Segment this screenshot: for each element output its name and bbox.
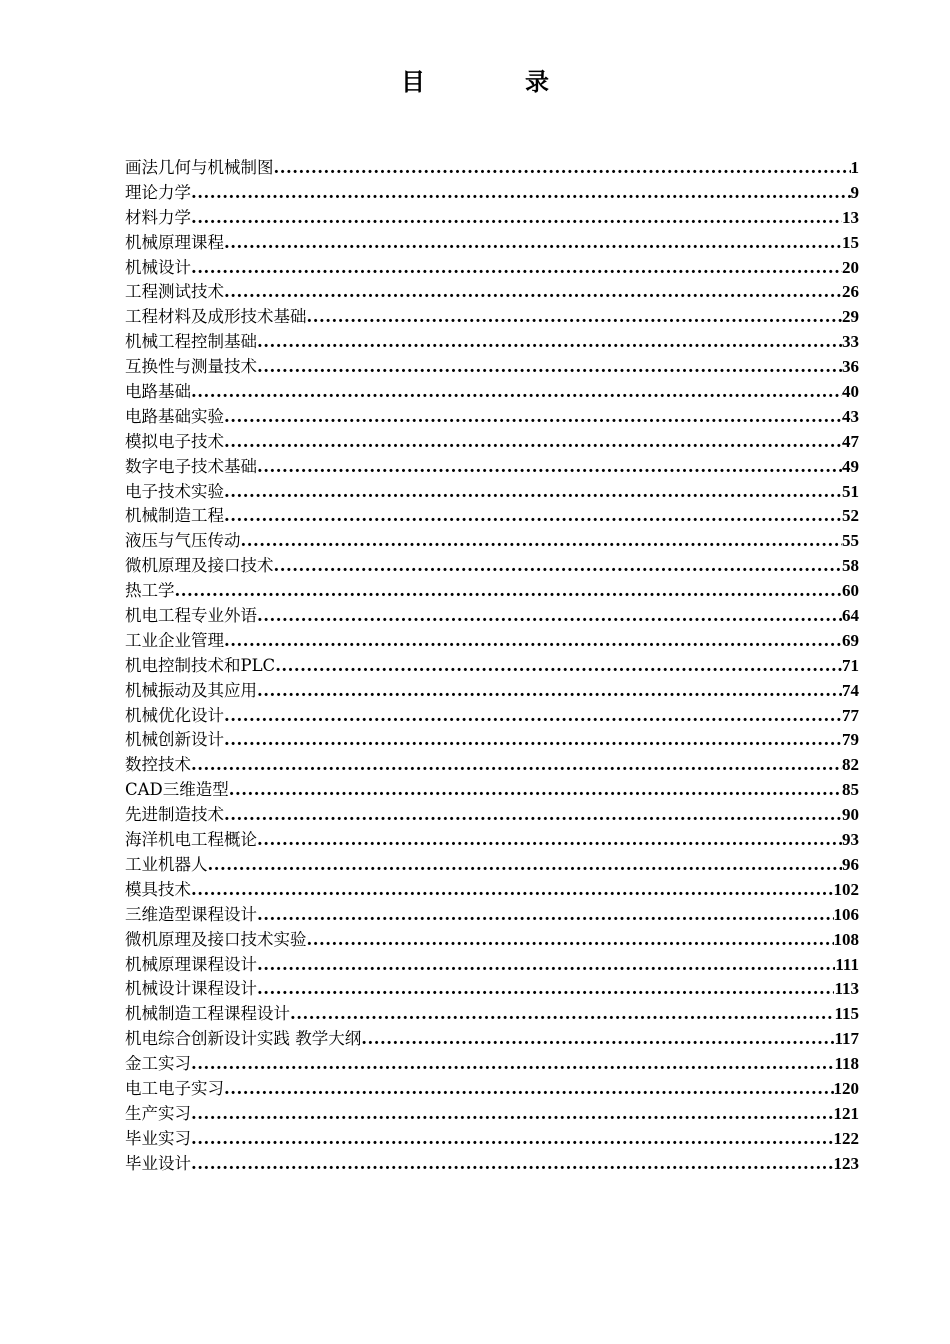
toc-dot-leader xyxy=(224,430,842,455)
toc-entry[interactable] xyxy=(125,579,859,604)
toc-entry-page-number: 9 xyxy=(850,182,859,202)
toc-entry[interactable] xyxy=(125,753,859,778)
toc-entry-page-number: 52 xyxy=(842,506,859,526)
toc-entry-page-number: 82 xyxy=(842,755,859,775)
toc-entry-label: 数字电子技术基础 xyxy=(125,456,257,476)
toc-dot-leader xyxy=(224,704,842,729)
toc-dot-leader xyxy=(224,728,842,753)
toc-entry[interactable] xyxy=(125,1002,859,1027)
toc-dot-leader xyxy=(274,554,843,579)
toc-entry-label: 毕业设计 xyxy=(125,1153,191,1173)
toc-entry[interactable] xyxy=(125,928,859,953)
toc-entry[interactable] xyxy=(125,953,859,978)
toc-entry-page-number: 64 xyxy=(842,606,859,626)
toc-entry-label: 金工实习 xyxy=(125,1054,191,1074)
toc-dot-leader xyxy=(191,380,842,405)
toc-entry-label: 机械优化设计 xyxy=(125,705,224,725)
toc-entry[interactable] xyxy=(125,181,859,206)
toc-dot-leader xyxy=(191,206,842,231)
toc-entry[interactable] xyxy=(125,1102,859,1127)
toc-entry[interactable] xyxy=(125,778,859,803)
toc-entry-label: 热工学 xyxy=(125,581,175,601)
toc-entry[interactable] xyxy=(125,654,859,679)
toc-entry-page-number: 49 xyxy=(842,456,859,476)
toc-entry[interactable] xyxy=(125,355,859,380)
toc-entry-page-number: 106 xyxy=(833,904,859,924)
toc-dot-leader xyxy=(257,953,835,978)
toc-entry-page-number: 115 xyxy=(834,1004,859,1024)
toc-entry[interactable] xyxy=(125,853,859,878)
toc-entry-page-number: 47 xyxy=(842,431,859,451)
toc-dot-leader xyxy=(208,853,843,878)
toc-entry-label: 工程测试技术 xyxy=(125,282,224,302)
toc-entry-label: 工业机器人 xyxy=(125,854,208,874)
toc-entry-label: 机械原理课程 xyxy=(125,232,224,252)
toc-dot-leader xyxy=(191,753,842,778)
toc-entry[interactable] xyxy=(125,206,859,231)
toc-entry-label: 数控技术 xyxy=(125,755,191,775)
toc-dot-leader xyxy=(257,679,842,704)
toc-dot-leader xyxy=(191,1102,834,1127)
toc-dot-leader xyxy=(257,604,842,629)
toc-entry[interactable] xyxy=(125,405,859,430)
toc-entry-page-number: 69 xyxy=(842,630,859,650)
toc-entry-page-number: 74 xyxy=(842,680,859,700)
toc-entry-page-number: 85 xyxy=(842,780,859,800)
toc-entry-page-number: 118 xyxy=(834,1054,859,1074)
toc-entry-label: 机械设计 xyxy=(125,257,191,277)
toc-entry-label: 电路基础实验 xyxy=(125,406,224,426)
toc-dot-leader xyxy=(275,654,842,679)
toc-entry[interactable] xyxy=(125,803,859,828)
toc-entry-label: 机械振动及其应用 xyxy=(125,680,257,700)
toc-dot-leader xyxy=(224,480,842,505)
toc-dot-leader xyxy=(257,455,842,480)
toc-entry-label: 机械设计课程设计 xyxy=(125,979,257,999)
toc-entry[interactable] xyxy=(125,679,859,704)
toc-entry-page-number: 108 xyxy=(833,929,859,949)
toc-entry-page-number: 60 xyxy=(842,581,859,601)
toc-entry-page-number: 79 xyxy=(842,730,859,750)
toc-entry-page-number: 120 xyxy=(833,1078,859,1098)
toc-entry[interactable] xyxy=(125,554,859,579)
toc-entry-label: 生产实习 xyxy=(125,1103,191,1123)
toc-entry-label: 电子技术实验 xyxy=(125,481,224,501)
toc-dot-leader xyxy=(257,903,834,928)
toc-entry-label: 工程材料及成形技术基础 xyxy=(125,307,307,327)
toc-entry[interactable] xyxy=(125,977,859,1002)
toc-entry-label: 电路基础 xyxy=(125,382,191,402)
toc-entry[interactable] xyxy=(125,330,859,355)
toc-entry-label: 机械工程控制基础 xyxy=(125,332,257,352)
toc-dot-leader xyxy=(191,256,842,281)
toc-entry-page-number: 1 xyxy=(850,158,859,177)
toc-entry-label: 模具技术 xyxy=(125,879,191,899)
toc-entry[interactable] xyxy=(125,280,859,305)
toc-entry-label: 机械制造工程课程设计 xyxy=(125,1004,290,1024)
toc-dot-leader xyxy=(257,828,842,853)
toc-entry-label: 工业企业管理 xyxy=(125,630,224,650)
toc-entry[interactable] xyxy=(125,305,859,330)
toc-dot-leader xyxy=(224,1077,834,1102)
table-of-contents xyxy=(125,156,859,1177)
toc-entry-page-number: 96 xyxy=(842,854,859,874)
toc-entry-page-number: 33 xyxy=(842,332,859,352)
toc-entry-label: 电工电子实习 xyxy=(125,1078,224,1098)
toc-entry-label: 机械原理课程设计 xyxy=(125,954,257,974)
toc-entry[interactable] xyxy=(125,455,859,480)
toc-dot-leader xyxy=(191,1052,834,1077)
toc-entry[interactable] xyxy=(125,903,859,928)
toc-entry-page-number: 51 xyxy=(842,481,859,501)
toc-dot-leader xyxy=(241,529,843,554)
toc-entry-label: 机电工程专业外语 xyxy=(125,606,257,626)
toc-dot-leader xyxy=(229,778,842,803)
toc-entry-label: CAD三维造型 xyxy=(125,780,229,800)
toc-entry-label: 液压与气压传动 xyxy=(125,531,241,551)
toc-entry-page-number: 20 xyxy=(842,257,859,277)
toc-entry[interactable] xyxy=(125,430,859,455)
toc-entry[interactable] xyxy=(125,728,859,753)
toc-entry[interactable] xyxy=(125,231,859,256)
toc-entry-page-number: 117 xyxy=(834,1029,859,1049)
toc-dot-leader xyxy=(191,878,834,903)
toc-entry-label: 机电综合创新设计实践 教学大纲 xyxy=(125,1029,362,1049)
toc-entry[interactable] xyxy=(125,629,859,654)
toc-dot-leader xyxy=(257,355,842,380)
toc-dot-leader xyxy=(290,1002,834,1027)
toc-entry-label: 互换性与测量技术 xyxy=(125,357,257,377)
toc-entry[interactable] xyxy=(125,878,859,903)
toc-entry[interactable] xyxy=(125,604,859,629)
toc-entry-label: 画法几何与机械制图 xyxy=(125,158,274,177)
toc-dot-leader xyxy=(361,1027,834,1052)
toc-entry-label: 微机原理及接口技术 xyxy=(125,556,274,576)
toc-entry-page-number: 77 xyxy=(842,705,859,725)
toc-entry-label: 海洋机电工程概论 xyxy=(125,830,257,850)
toc-entry-page-number: 90 xyxy=(842,805,859,825)
toc-entry-page-number: 43 xyxy=(842,406,859,426)
toc-entry-label: 机械创新设计 xyxy=(125,730,224,750)
toc-entry-page-number: 58 xyxy=(842,556,859,576)
toc-entry-label: 毕业实习 xyxy=(125,1128,191,1148)
toc-entry-page-number: 55 xyxy=(842,531,859,551)
toc-entry-page-number: 121 xyxy=(833,1103,859,1123)
toc-dot-leader xyxy=(307,305,843,330)
toc-entry[interactable] xyxy=(125,828,859,853)
toc-dot-leader xyxy=(191,1152,834,1177)
toc-entry-label: 机电控制技术和PLC xyxy=(125,655,276,675)
toc-entry-page-number: 111 xyxy=(835,954,859,974)
toc-entry-page-number: 113 xyxy=(834,979,859,999)
toc-entry-page-number: 102 xyxy=(833,879,859,899)
toc-dot-leader xyxy=(257,330,842,355)
toc-entry[interactable] xyxy=(125,1152,859,1177)
toc-dot-leader xyxy=(257,977,834,1002)
toc-dot-leader xyxy=(224,629,842,654)
toc-entry-label: 模拟电子技术 xyxy=(125,431,224,451)
toc-entry-page-number: 122 xyxy=(833,1128,859,1148)
toc-entry[interactable] xyxy=(125,480,859,505)
toc-dot-leader xyxy=(224,504,842,529)
toc-entry-label: 材料力学 xyxy=(125,207,191,227)
toc-entry[interactable] xyxy=(125,380,859,405)
toc-entry-label: 先进制造技术 xyxy=(125,805,224,825)
toc-entry[interactable] xyxy=(125,1027,859,1052)
toc-entry[interactable] xyxy=(125,504,859,529)
toc-dot-leader xyxy=(191,1127,834,1152)
page-title: 目 录 xyxy=(401,67,587,96)
toc-entry[interactable] xyxy=(125,256,859,281)
toc-entry-page-number: 26 xyxy=(842,282,859,302)
toc-dot-leader xyxy=(175,579,843,604)
toc-entry-page-number: 93 xyxy=(842,830,859,850)
toc-dot-leader xyxy=(307,928,834,953)
toc-entry-label: 三维造型课程设计 xyxy=(125,904,257,924)
toc-dot-leader xyxy=(224,280,842,305)
toc-dot-leader xyxy=(224,803,842,828)
toc-entry[interactable] xyxy=(125,156,859,181)
toc-entry-page-number: 36 xyxy=(842,357,859,377)
toc-entry[interactable] xyxy=(125,1077,859,1102)
toc-entry[interactable] xyxy=(125,1052,859,1077)
toc-entry-label: 微机原理及接口技术实验 xyxy=(125,929,307,949)
toc-entry[interactable] xyxy=(125,529,859,554)
toc-entry-page-number: 71 xyxy=(842,655,859,675)
toc-entry-page-number: 40 xyxy=(842,382,859,402)
toc-entry[interactable] xyxy=(125,704,859,729)
toc-entry-page-number: 15 xyxy=(842,232,859,252)
toc-dot-leader xyxy=(191,181,851,206)
toc-dot-leader xyxy=(274,156,851,181)
toc-entry-page-number: 123 xyxy=(833,1153,859,1173)
toc-entry-label: 机械制造工程 xyxy=(125,506,224,526)
toc-entry-label: 理论力学 xyxy=(125,182,191,202)
toc-entry-page-number: 13 xyxy=(842,207,859,227)
toc-entry-page-number: 29 xyxy=(842,307,859,327)
toc-dot-leader xyxy=(224,405,842,430)
toc-dot-leader xyxy=(224,231,842,256)
toc-entry[interactable] xyxy=(125,1127,859,1152)
